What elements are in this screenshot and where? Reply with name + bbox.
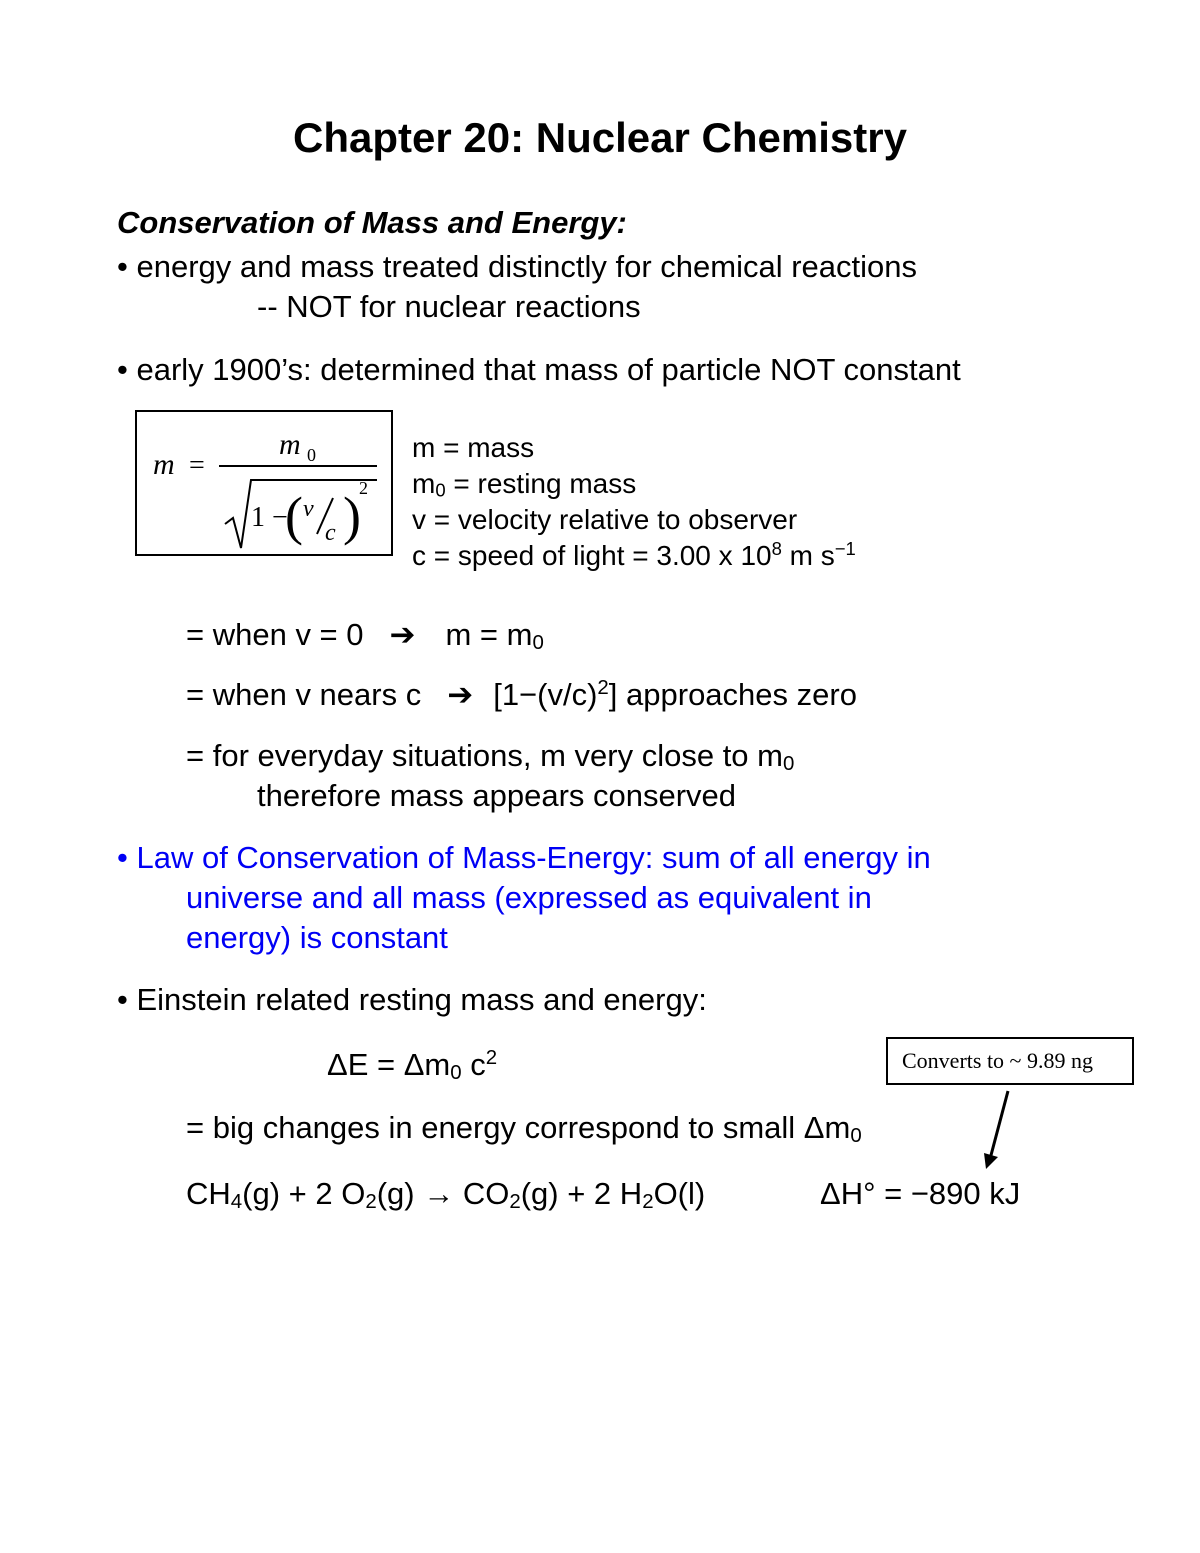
- bullet-einstein: • Einstein related resting mass and energy:: [117, 982, 707, 1017]
- big-changes-line: = big changes in energy correspond to small $\Delta m_0$: [186, 1110, 862, 1148]
- callout-arrow-icon: [970, 1085, 1030, 1175]
- legend-m0: $m_0$ = resting mass: [412, 468, 637, 501]
- case-v-near-c: = when v nears c ➔ $[1-(v/c)^2]$ approaches zero: [186, 675, 857, 712]
- bullet-energy-mass-continuation: -- NOT for nuclear reactions: [257, 289, 641, 324]
- law-line-1: • Law of Conservation of Mass-Energy: sum of all energy in: [117, 840, 931, 875]
- relativistic-mass-equation-box: [135, 410, 393, 556]
- enthalpy-change: ΔH° = −890 kJ: [820, 1176, 1021, 1211]
- formula-one-minus: 1 −: [251, 502, 288, 533]
- methane-combustion-reaction: $CH_4(g) + 2$ $O_2(g) \to CO_2(g) + 2$ $H_2O(l)$: [186, 1176, 706, 1214]
- case-everyday-continuation: therefore mass appears conserved: [257, 778, 737, 813]
- formula-equals: =: [189, 450, 205, 481]
- case-v-zero: = when v = 0 ➔ $m = m_0$: [186, 617, 544, 655]
- legend-c: c = speed of light = 3.00 x $10^8$ m $s^{-1}$: [412, 537, 856, 571]
- right-arrow-icon: ➔: [447, 677, 474, 712]
- law-line-2: universe and all mass (expressed as equivalent in: [186, 880, 872, 915]
- formula-exponent: 2: [359, 478, 368, 498]
- legend-m: m = mass: [412, 432, 535, 463]
- formula-v: v: [303, 496, 314, 522]
- bullet-early-1900s: • early 1900’s: determined that mass of particle NOT constant: [117, 352, 961, 387]
- right-arrow-icon: ➔: [389, 617, 416, 652]
- section-heading: Conservation of Mass and Energy:: [117, 205, 627, 240]
- formula-numerator: m: [279, 428, 301, 461]
- formula-c: c: [325, 520, 336, 546]
- einstein-equation: $\Delta E = \Delta m_0$ $c^2$: [327, 1045, 498, 1085]
- case-everyday: = for everyday situations, m very close to $m_0$: [186, 738, 795, 776]
- paren-left: (: [285, 486, 303, 546]
- page-title: Chapter 20: Nuclear Chemistry: [293, 114, 907, 161]
- formula-numerator-sub: 0: [307, 445, 316, 465]
- law-line-3: energy) is constant: [186, 920, 448, 955]
- formula-lhs: m: [153, 448, 175, 481]
- bullet-energy-mass: • energy and mass treated distinctly for chemical reactions: [117, 249, 917, 284]
- paren-right: ): [343, 486, 361, 546]
- legend-v: v = velocity relative to observer: [412, 504, 798, 535]
- mass-conversion-callout: Converts to ~ 9.89 ng: [886, 1037, 1134, 1085]
- relativistic-mass-formula: [137, 412, 393, 556]
